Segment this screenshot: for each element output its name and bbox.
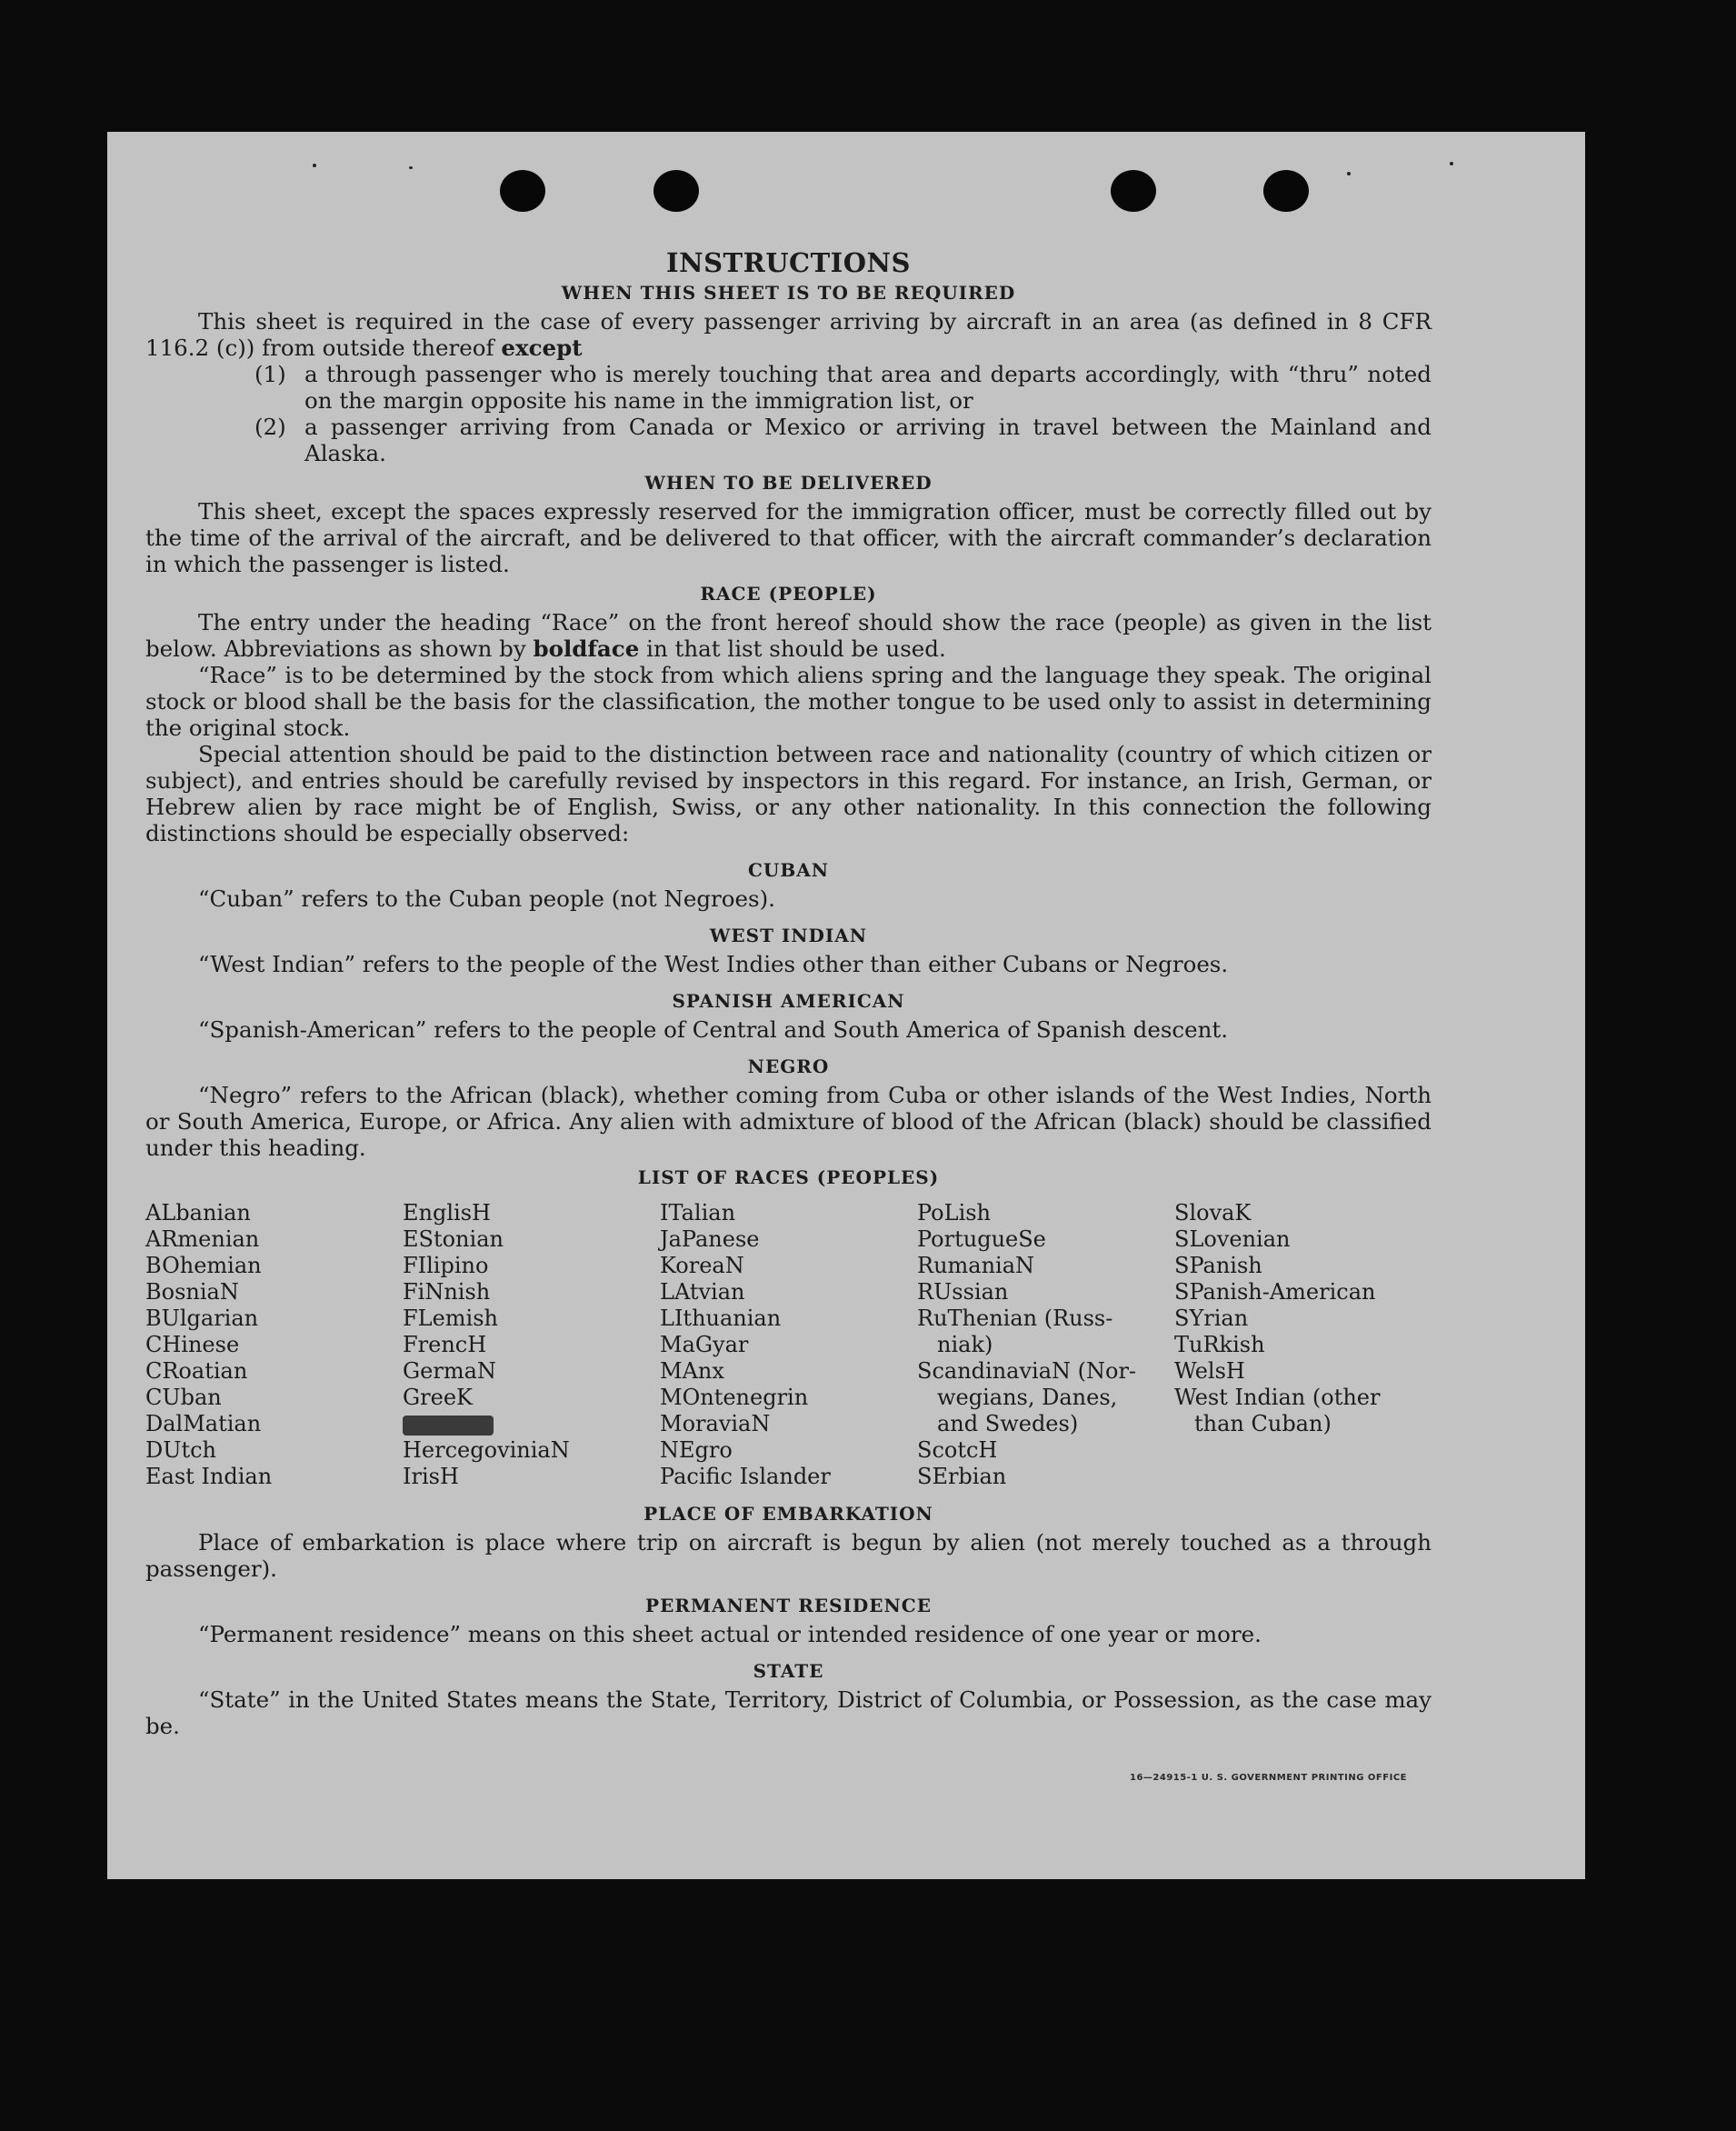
race-entry: ARmenian bbox=[145, 1226, 260, 1252]
punch-hole bbox=[1111, 170, 1156, 212]
race-entry: FLemish bbox=[403, 1306, 498, 1331]
printer-code: 16—24915-1 U. S. GOVERNMENT PRINTING OFFICE bbox=[1130, 1773, 1407, 1783]
race-entry-continued: than Cuban) bbox=[1194, 1411, 1332, 1436]
race-entry-redacted bbox=[403, 1411, 660, 1437]
race-entry: East Indian bbox=[145, 1464, 273, 1489]
paragraph-race-3: Special attention should be paid to the distinction between race and nationality (country of which citizen or subject), and entries should be carefully revised by inspectors in this regard. For instance, an Irish, German, or Hebrew alien by race might be of English, Swiss, or any other nationality. In this connection the following distinctions should be especially observed: bbox=[145, 741, 1432, 846]
race-entry: RumaniaN bbox=[917, 1253, 1035, 1278]
races-column-2 bbox=[403, 1200, 660, 1490]
instruction-sheet bbox=[107, 132, 1585, 1879]
race-entry: WelsH bbox=[1174, 1358, 1245, 1384]
race-entry: PoLish bbox=[917, 1200, 992, 1226]
race-entry: CRoatian bbox=[145, 1358, 248, 1384]
race-entry: EStonian bbox=[403, 1226, 504, 1252]
heading-permanent-residence: PERMANENT RESIDENCE bbox=[645, 1595, 932, 1616]
paragraph-race-1: The entry under the heading “Race” on the front hereof should show the race (people) as given in the list below. Abbreviations as shown by boldface in that list should be used. bbox=[145, 609, 1432, 662]
race-entry: ALbanian bbox=[145, 1200, 251, 1226]
list-item: (2) a passenger arriving from Canada or Mexico or arriving in travel between the Mainland and Alaska. bbox=[254, 414, 1432, 466]
race-entry: TuRkish bbox=[1174, 1332, 1265, 1357]
race-entry: DalMatian bbox=[145, 1411, 262, 1436]
paragraph-west-indian: “West Indian” refers to the people of the West Indies other than either Cubans or Negroes. bbox=[198, 951, 1229, 977]
race-entry: SLovenian bbox=[1174, 1226, 1291, 1252]
race-entry-continued: wegians, Danes, bbox=[937, 1385, 1118, 1410]
races-column-3 bbox=[660, 1200, 917, 1490]
paragraph-cuban: “Cuban” refers to the Cuban people (not Negroes). bbox=[198, 885, 775, 912]
race-entry: BUlgarian bbox=[145, 1306, 259, 1331]
race-entry: CUban bbox=[145, 1385, 222, 1410]
heading-race: RACE (PEOPLE) bbox=[700, 583, 877, 605]
race-entry: SYrian bbox=[1174, 1306, 1249, 1331]
race-entry: SPanish-American bbox=[1174, 1279, 1376, 1305]
heading-state: STATE bbox=[753, 1660, 824, 1682]
race-entry: IrisH bbox=[403, 1464, 459, 1489]
race-entry: FrencH bbox=[403, 1332, 487, 1357]
redaction-mark bbox=[403, 1416, 494, 1436]
punch-hole bbox=[1263, 170, 1309, 212]
paragraph-state: “State” in the United States means the State, Territory, District of Columbia, or Possession, as the case may be. bbox=[145, 1686, 1432, 1739]
race-entry: LIthuanian bbox=[660, 1306, 782, 1331]
race-entry: EnglisH bbox=[403, 1200, 491, 1226]
race-entry: BOhemian bbox=[145, 1253, 262, 1278]
race-entry: ScotcH bbox=[917, 1437, 998, 1463]
race-entry: RuThenian (Russ- bbox=[917, 1306, 1113, 1331]
instructions-content bbox=[145, 247, 1432, 1739]
race-entry: West Indian (other bbox=[1174, 1385, 1381, 1410]
paragraph-residence: “Permanent residence” means on this sheet actual or intended residence of one year or more. bbox=[198, 1621, 1262, 1647]
paragraph-race-2: “Race” is to be determined by the stock from which aliens spring and the language they speak. The original stock or blood shall be the basis for the classification, the mother tongue to be used only to assist in determining the original stock. bbox=[145, 662, 1432, 741]
paragraph-embarkation: Place of embarkation is place where trip on aircraft is begun by alien (not merely touched as a through passenger). bbox=[145, 1529, 1432, 1582]
list-item: (1) a through passenger who is merely touching that area and departs accordingly, with “thru” noted on the margin opposite his name in the immigration list, or bbox=[254, 361, 1432, 414]
race-entry: FiNnish bbox=[403, 1279, 491, 1305]
race-entry: SlovaK bbox=[1174, 1200, 1252, 1226]
race-entry: BosniaN bbox=[145, 1279, 239, 1305]
race-entry: SErbian bbox=[917, 1464, 1007, 1489]
race-entry: HercegoviniaN bbox=[403, 1437, 570, 1463]
heading-when-delivered: WHEN TO BE DELIVERED bbox=[644, 472, 933, 494]
race-entry: NEgro bbox=[660, 1437, 733, 1463]
race-entry: KoreaN bbox=[660, 1253, 744, 1278]
race-entry: GermaN bbox=[403, 1358, 496, 1384]
races-column-1 bbox=[145, 1200, 403, 1490]
paragraph-required: This sheet is required in the case of every passenger arriving by aircraft in an area (as defined in 8 CFR 116.2 (c)) from outside thereof except bbox=[145, 308, 1432, 361]
paragraph-delivered: This sheet, except the spaces expressly reserved for the immigration officer, must be correctly filled out by the time of the arrival of the aircraft, and be delivered to that officer, with the aircraft commander’s declaration in which the passenger is listed. bbox=[145, 498, 1432, 577]
race-entry: FIlipino bbox=[403, 1253, 489, 1278]
heading-list-of-races: LIST OF RACES (PEOPLES) bbox=[637, 1166, 940, 1188]
heading-west-indian: WEST INDIAN bbox=[709, 925, 868, 946]
race-entry: PortugueSe bbox=[917, 1226, 1046, 1252]
race-entry: RUssian bbox=[917, 1279, 1009, 1305]
race-entry: GreeK bbox=[403, 1385, 473, 1410]
race-entry: MoraviaN bbox=[660, 1411, 771, 1436]
race-entry: ITalian bbox=[660, 1200, 736, 1226]
race-entry-continued: and Swedes) bbox=[937, 1411, 1079, 1436]
race-entry: JaPanese bbox=[660, 1226, 760, 1252]
heading-place-of-embarkation: PLACE OF EMBARKATION bbox=[644, 1503, 933, 1525]
races-table bbox=[145, 1200, 1432, 1490]
race-entry: SPanish bbox=[1174, 1253, 1262, 1278]
paragraph-negro: “Negro” refers to the African (black), whether coming from Cuba or other islands of the West Indies, North or South America, Europe, or Africa. Any alien with admixture of blood of the African (black) should be classified under this heading. bbox=[145, 1082, 1432, 1161]
page-title: INSTRUCTIONS bbox=[666, 247, 911, 278]
races-column-4 bbox=[917, 1200, 1174, 1490]
heading-cuban: CUBAN bbox=[747, 859, 830, 881]
race-entry: DUtch bbox=[145, 1437, 217, 1463]
heading-when-required: WHEN THIS SHEET IS TO BE REQUIRED bbox=[561, 282, 1016, 304]
race-entry: LAtvian bbox=[660, 1279, 745, 1305]
race-entry: MOntenegrin bbox=[660, 1385, 809, 1410]
race-entry-continued: niak) bbox=[937, 1332, 993, 1357]
race-entry: MAnx bbox=[660, 1358, 724, 1384]
heading-spanish-american: SPANISH AMERICAN bbox=[672, 990, 905, 1012]
race-entry: MaGyar bbox=[660, 1332, 749, 1357]
race-entry: ScandinaviaN (Nor- bbox=[917, 1358, 1137, 1384]
race-entry: Pacific Islander bbox=[660, 1464, 831, 1489]
paragraph-spanish-american: “Spanish-American” refers to the people of Central and South America of Spanish descent. bbox=[198, 1016, 1229, 1043]
punch-hole bbox=[653, 170, 699, 212]
race-entry: CHinese bbox=[145, 1332, 240, 1357]
punch-hole bbox=[500, 170, 545, 212]
races-column-5 bbox=[1174, 1200, 1432, 1490]
heading-negro: NEGRO bbox=[747, 1055, 830, 1077]
